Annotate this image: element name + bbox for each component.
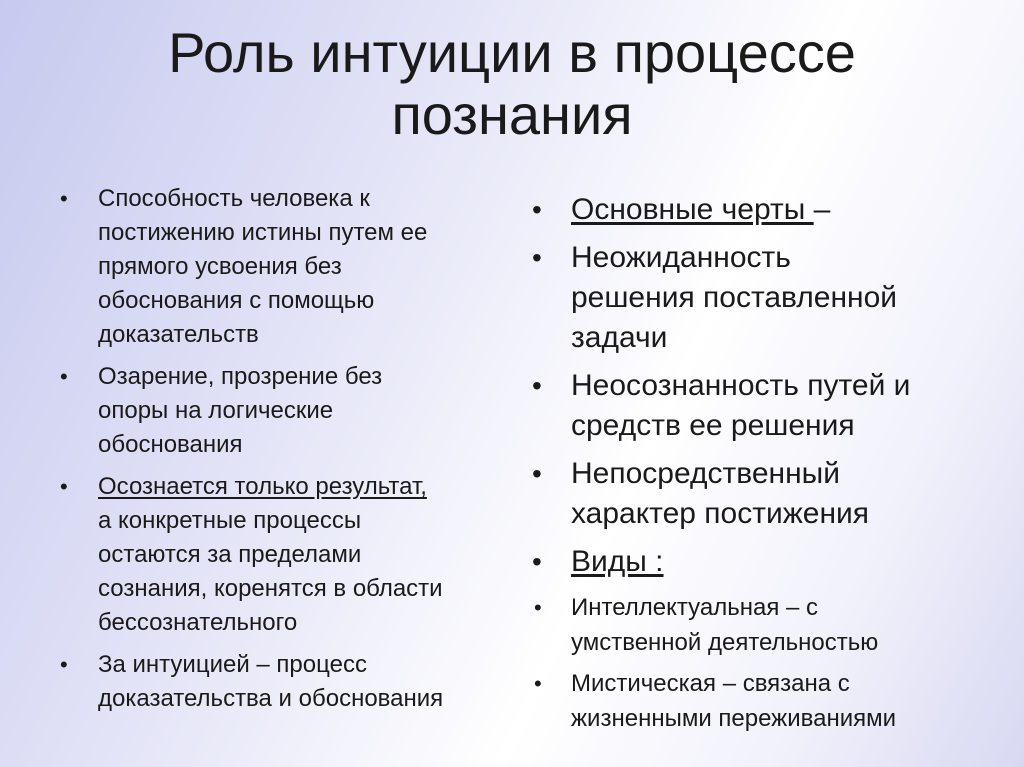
bullet-icon: • (60, 474, 68, 499)
left-item-1-line-1: Способность человека к (98, 185, 370, 212)
bullet-icon: • (60, 652, 68, 677)
right-list-item-intellectual (528, 590, 988, 660)
right-item-7-line-1: Мистическая – связана с (571, 670, 850, 697)
features-heading: Основные черты (571, 193, 814, 226)
right-bullet-list (528, 190, 988, 742)
right-list-item-immediate (528, 454, 988, 534)
left-item-1-line-3: прямого усвоения без (98, 253, 342, 280)
right-list-item-unexpected (528, 238, 988, 358)
bullet-icon: • (60, 186, 68, 211)
right-item-4-line-2: характер постижения (571, 497, 870, 530)
bullet-icon: • (534, 671, 542, 696)
right-item-6-line-2: умственной деятельностью (571, 629, 879, 656)
right-list-item-unconscious (528, 366, 988, 446)
bullet-icon: • (532, 194, 542, 225)
right-item-2-line-2: решения поставленной (571, 281, 898, 314)
bullet-icon: • (532, 458, 542, 489)
right-item-3-line-2: средств ее решения (571, 409, 855, 442)
left-list-item-result (56, 470, 516, 640)
right-item-6-line-1: Интеллектуальная – с (571, 594, 819, 621)
left-item-3-underlined: Осознается только результат, (98, 473, 427, 500)
types-heading: Виды : (571, 545, 664, 578)
right-item-4-line-1: Непосредственный (571, 457, 840, 490)
left-item-3-line-3: сознания, коренятся в области (98, 575, 443, 602)
right-item-7-line-2: жизненными переживаниями (571, 705, 897, 732)
slide-title (0, 22, 1024, 146)
bullet-icon: • (60, 364, 68, 389)
slide-title-line-2: познания (391, 83, 633, 146)
right-item-2-line-1: Неожиданность (571, 241, 791, 274)
left-item-3-line-1: а конкретные процессы (98, 507, 362, 534)
right-list-item-mystical (528, 666, 988, 736)
left-item-4-line-2: доказательства и обоснования (98, 685, 444, 712)
left-list-item-definition (56, 182, 516, 352)
left-item-1-line-5: доказательств (98, 321, 259, 348)
right-list-heading-types (528, 542, 988, 582)
bullet-icon: • (534, 595, 542, 620)
left-item-2-line-1: Озарение, прозрение без (98, 363, 383, 390)
left-list-item-proof (56, 648, 516, 716)
left-item-3-line-2: остаются за пределами (98, 541, 362, 568)
right-item-3-line-1: Неосознанность путей и (571, 369, 911, 402)
bullet-icon: • (532, 546, 542, 577)
left-item-2-line-3: обоснования (98, 431, 243, 458)
left-item-1-line-4: обоснования с помощью (98, 287, 375, 314)
left-bullet-list (56, 182, 516, 724)
slide-title-line-1: Роль интуиции в процессе (168, 21, 856, 84)
left-item-2-line-2: опоры на логические (98, 397, 334, 424)
features-heading-dash: – (813, 193, 831, 226)
left-item-4-line-1: За интуицией – процесс (98, 651, 367, 678)
left-item-3-line-4: бессознательного (98, 609, 298, 636)
bullet-icon: • (532, 370, 542, 401)
right-item-2-line-3: задачи (571, 321, 668, 354)
right-list-heading-features (528, 190, 988, 230)
left-list-item-insight (56, 360, 516, 462)
bullet-icon: • (532, 242, 542, 273)
left-item-1-line-2: постижению истины путем ее (98, 219, 428, 246)
